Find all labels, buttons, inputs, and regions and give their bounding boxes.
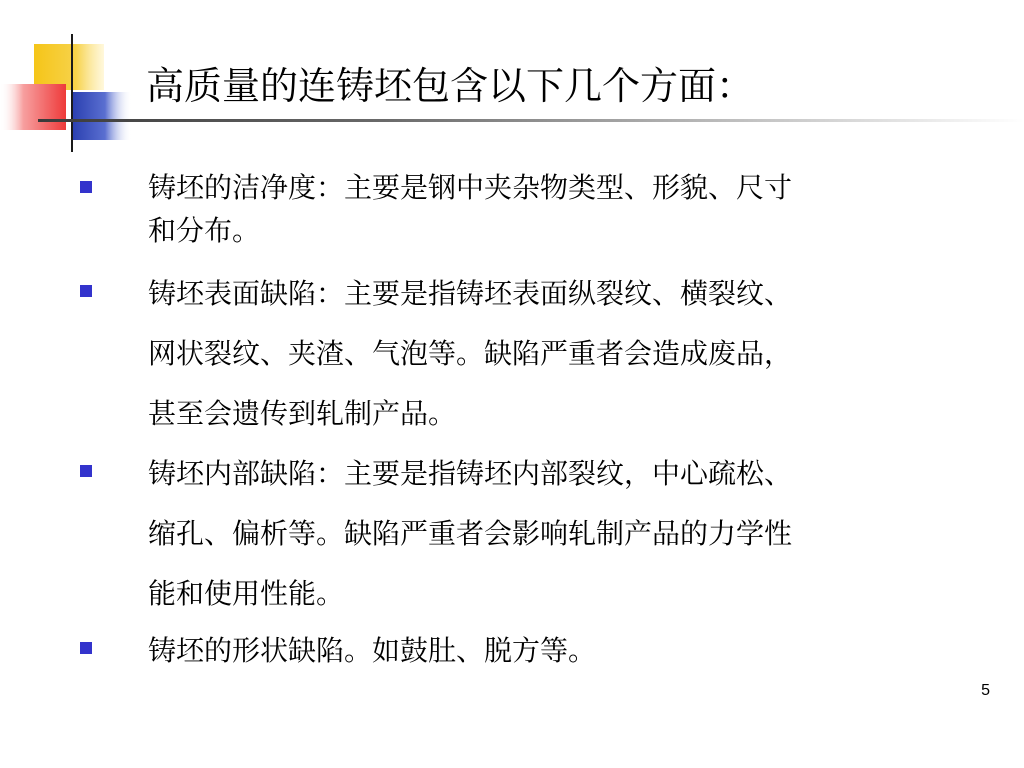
square-bullet-icon (80, 181, 92, 193)
bullet-text-cleanliness: 铸坯的洁净度：主要是钢中夹杂物类型、形貌、尺寸 和分布。 (148, 171, 793, 247)
page-number: 5 (981, 682, 990, 699)
vertical-line (71, 34, 73, 152)
bullet-text-shape-defects: 铸坯的形状缺陷。如鼓肚、脱方等。 (148, 634, 597, 667)
slide-title: 高质量的连铸坯包含以下几个方面： (146, 64, 755, 108)
bullet-text-surface-defects: 铸坯表面缺陷：主要是指铸坯表面纵裂纹、横裂纹、 网状裂纹、夹渣、气泡等。缺陷严重者会造成废品， 甚至会遗传到轧制产品。 (148, 277, 793, 430)
red-square (0, 84, 66, 130)
square-bullet-icon (80, 642, 92, 654)
yellow-square (34, 44, 104, 90)
square-bullet-icon (80, 285, 92, 297)
slide-logo-decoration (0, 0, 140, 160)
square-bullet-icon (80, 465, 92, 477)
blue-square (72, 92, 132, 140)
bullet-text-internal-defects: 铸坯内部缺陷：主要是指铸坯内部裂纹，中心疏松、 缩孔、偏析等。缺陷严重者会影响轧制产品的力学性 能和使用性能。 (148, 457, 793, 610)
title-underline (38, 119, 1024, 122)
